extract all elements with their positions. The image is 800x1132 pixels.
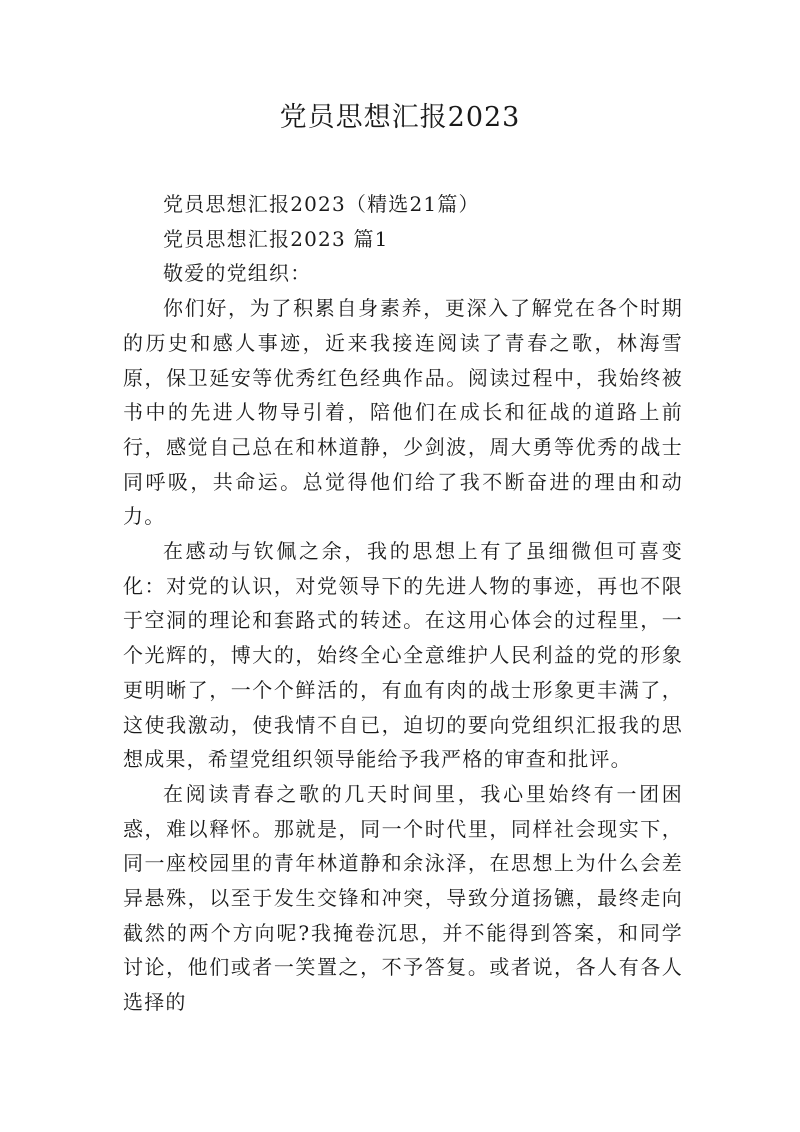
- body-paragraph: 你们好，为了积累自身素养，更深入了解党在各个时期的历史和感人事迹，近来我接连阅读了青春之歌，林海雪原，保卫延安等优秀红色经典作品。阅读过程中，我始终被书中的先进人物导引着，陪他们在成长和征战的道路上前行，感觉自己总在和林道静，少剑波，周大勇等优秀的战士同呼吸，共命运。总觉得他们给了我不断奋进的理由和动力。: [123, 296, 683, 529]
- section-heading: 党员思想汇报2023 篇1: [163, 226, 389, 251]
- subtitle-line: 党员思想汇报2023（精选21篇）: [163, 192, 480, 216]
- body-paragraph: 在阅读青春之歌的几天时间里，我心里始终有一团困惑，难以释怀。那就是，同一个时代里，同样社会现实下，同一座校园里的青年林道静和余泳泽，在思想上为什么会差异悬殊，以至于发生交锋和冲突，导致分道扬镳，最终走向截然的两个方向呢?我掩卷沉思，并不能得到答案，和同学讨论，他们或者一笑置之，不予答复。或者说，各人有各人选择的: [123, 781, 683, 1015]
- salutation: 敬爱的党组织：: [163, 261, 312, 286]
- document-title: 党员思想汇报2023: [279, 102, 521, 133]
- body-paragraph: 在感动与钦佩之余，我的思想上有了虽细微但可喜变化：对党的认识，对党领导下的先进人物的事迹，再也不限于空洞的理论和套路式的转述。在这用心体会的过程里，一个光辉的，博大的，始终全心全意维护人民利益的党的形象更明晰了，一个个鲜活的，有血有肉的战士形象更丰满了，这使我激动，使我情不自已，迫切的要向党组织汇报我的思想成果，希望党组织领导能给予我严格的审查和批评。: [123, 539, 683, 772]
- document-body: [123, 187, 683, 1020]
